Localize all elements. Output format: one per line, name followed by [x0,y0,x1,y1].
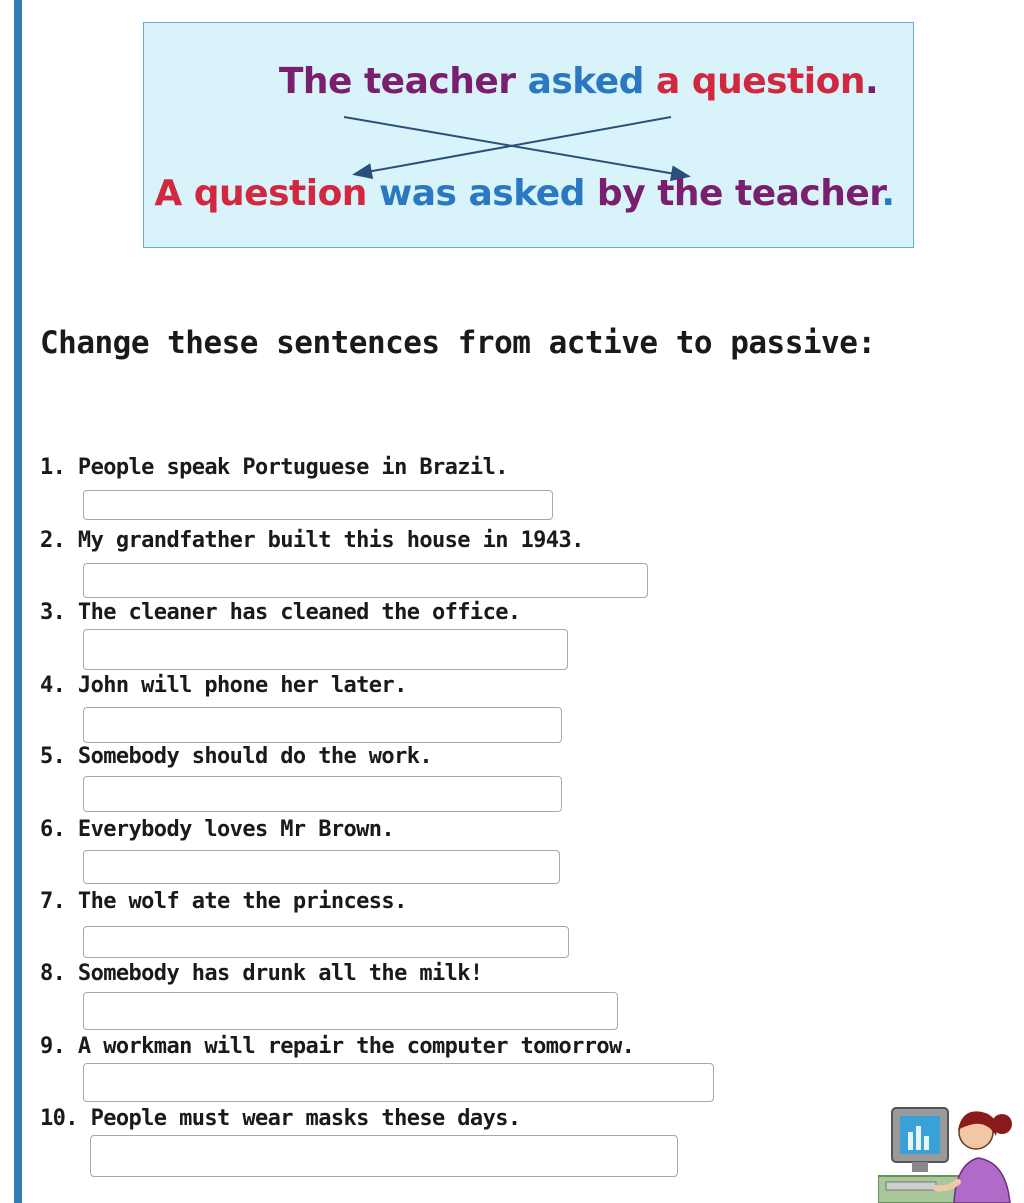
answer-field-3[interactable] [83,629,568,670]
answer-field-10[interactable] [90,1135,678,1177]
passive-subject: A question [154,173,379,214]
student-at-computer-icon [878,1102,1018,1203]
question-9: 9. A workman will repair the computer tomorrow. [40,1034,635,1059]
active-subject: The teacher [278,61,528,102]
answer-field-8[interactable] [83,992,618,1030]
question-10: 10. People must wear masks these days. [40,1106,521,1131]
answer-field-1[interactable] [83,490,553,520]
answer-field-5[interactable] [83,776,562,812]
example-box [143,22,914,248]
passive-period: . [881,173,895,214]
swap-arrows [144,23,915,249]
answer-field-6[interactable] [83,850,560,884]
instructions-heading: Change these sentences from active to passive: [40,325,876,361]
question-1: 1. People speak Portuguese in Brazil. [40,455,508,480]
answer-field-7[interactable] [83,926,569,958]
passive-verb: was asked [378,173,597,214]
active-period: . [864,61,879,102]
question-8: 8. Somebody has drunk all the milk! [40,961,483,986]
answer-field-4[interactable] [83,707,562,743]
question-5: 5. Somebody should do the work. [40,744,432,769]
question-4: 4. John will phone her later. [40,673,407,698]
question-3: 3. The cleaner has cleaned the office. [40,600,521,625]
answer-field-2[interactable] [83,563,648,598]
question-7: 7. The wolf ate the princess. [40,889,407,914]
question-2: 2. My grandfather built this house in 1943. [40,528,584,553]
left-accent-bar [14,0,22,1203]
active-object: a question [655,61,865,102]
answer-field-9[interactable] [83,1063,714,1102]
passive-agent: by the teacher [596,173,882,214]
passive-example-sentence [140,173,909,214]
question-6: 6. Everybody loves Mr Brown. [40,817,395,842]
active-verb: asked [527,61,656,102]
